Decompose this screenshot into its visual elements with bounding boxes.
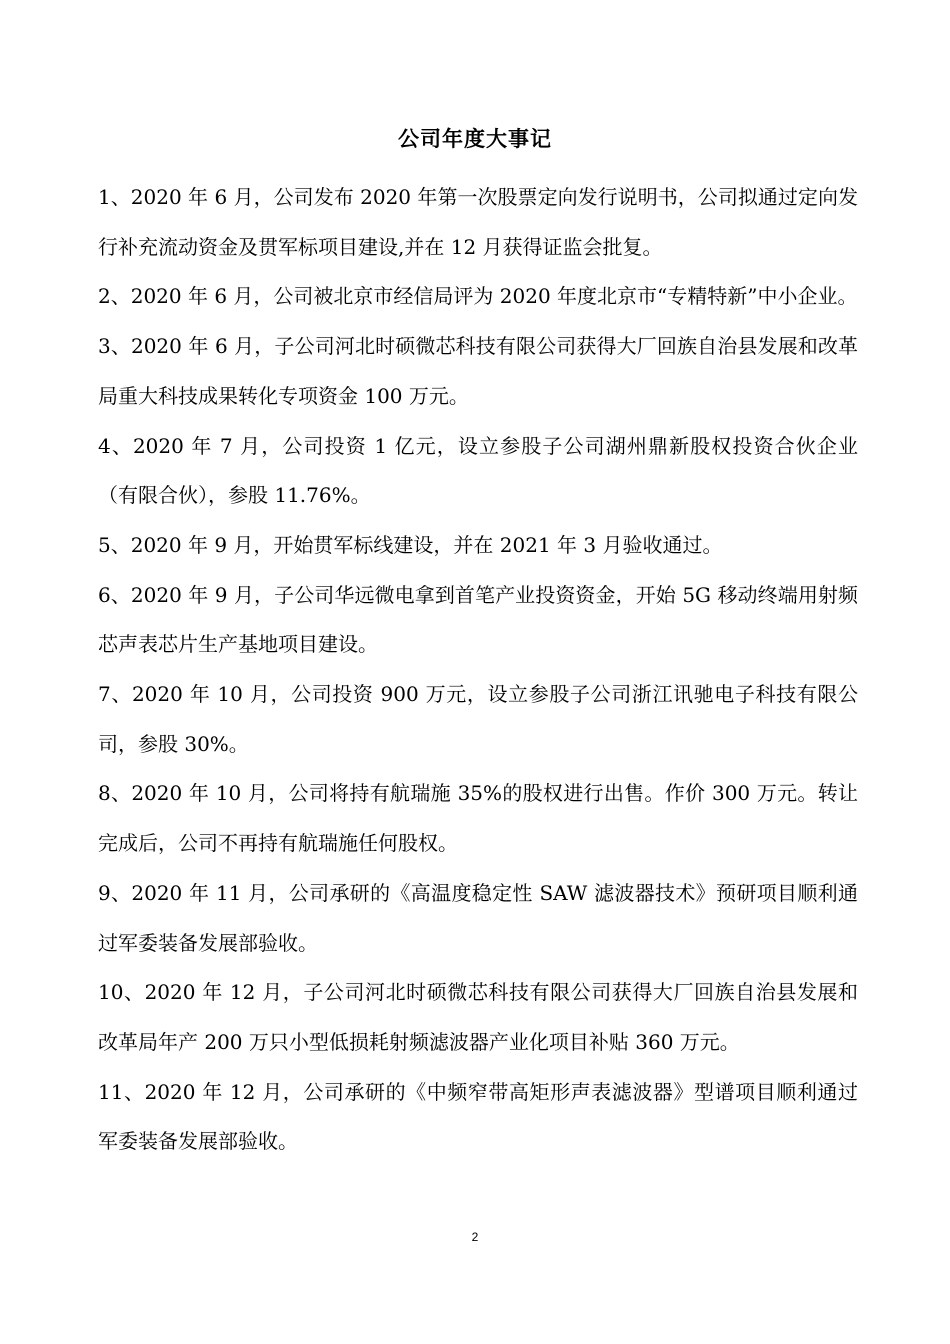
page-number: 2 — [471, 1230, 479, 1244]
event-list — [98, 173, 858, 1167]
event-item: 10、2020 年 12 月，子公司河北时硕微芯科技有限公司获得大厂回族自治县发展和改革局年产 200 万只小型低损耗射频滤波器产业化项目补贴 360 万元。 — [98, 980, 858, 1054]
event-item: 11、2020 年 12 月，公司承研的《中频窄带高矩形声表滤波器》型谱项目顺利通过军委装备发展部验收。 — [98, 1079, 858, 1154]
event-item: 9、2020 年 11 月，公司承研的《高温度稳定性 SAW 滤波器技术》预研项目顺利通过军委装备发展部验收。 — [98, 880, 858, 955]
event-item: 5、2020 年 9 月，开始贯军标线建设，并在 2021 年 3 月验收通过。 — [98, 532, 723, 557]
event-item: 8、2020 年 10 月，公司将持有航瑞施 35%的股权进行出售。作价 300 万元。转让完成后，公司不再持有航瑞施任何股权。 — [98, 781, 858, 856]
page-title: 公司年度大事记 — [398, 127, 552, 151]
event-item: 6、2020 年 9 月，子公司华远微电拿到首笔产业投资资金，开始 5G 移动终端用射频芯声表芯片生产基地项目建设。 — [98, 582, 858, 657]
event-item: 7、2020 年 10 月，公司投资 900 万元，设立参股子公司浙江讯驰电子科技有限公司，参股 30%。 — [98, 682, 858, 756]
event-item: 4、2020 年 7 月，公司投资 1 亿元，设立参股子公司湖州鼎新股权投资合伙企业（有限合伙），参股 11.76%。 — [98, 433, 858, 508]
event-item: 1、2020 年 6 月，公司发布 2020 年第一次股票定向发行说明书，公司拟通过定向发行补充流动资金及贯军标项目建设,并在 12 月获得证监会批复。 — [98, 185, 858, 259]
event-item: 3、2020 年 6 月，子公司河北时硕微芯科技有限公司获得大厂回族自治县发展和改革局重大科技成果转化专项资金 100 万元。 — [98, 334, 858, 408]
event-item: 2、2020 年 6 月，公司被北京市经信局评为 2020 年度北京市“专精特新”中小企业。 — [98, 284, 858, 309]
